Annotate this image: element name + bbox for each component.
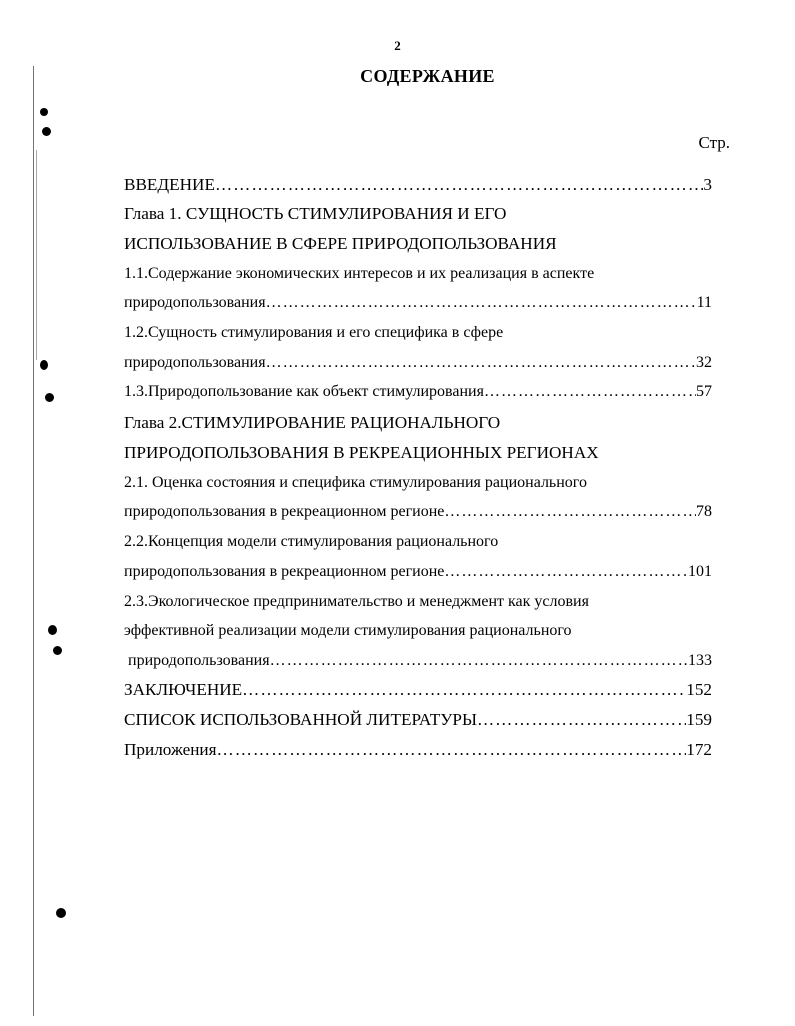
- toc-leader-dots: [270, 648, 688, 674]
- toc-entry-text: природопользования: [124, 294, 266, 311]
- toc-entry-text: 1.3.Природопользование как объект стимулирования: [124, 383, 484, 400]
- toc-entry-page: 3: [703, 175, 712, 194]
- toc-entry: [124, 379, 712, 405]
- toc-leader-dots: [266, 350, 696, 376]
- scan-mark: [48, 625, 57, 635]
- toc-section-title: 2.2.Концепция модели стимулирования рационального: [124, 533, 499, 550]
- toc-leader-dots: [215, 172, 703, 198]
- toc-entry-text: Приложения: [124, 740, 217, 759]
- toc-chapter-heading: ИСПОЛЬЗОВАНИЕ В СФЕРЕ ПРИРОДОПОЛЬЗОВАНИЯ: [124, 234, 557, 253]
- toc-section-title: 1.2.Сущность стимулирования и его специфика в сфере: [124, 324, 504, 341]
- toc-entry-page: 32: [696, 354, 712, 371]
- toc-entry-page: 172: [686, 740, 712, 759]
- toc-entry: [124, 350, 712, 376]
- toc-entry: [124, 172, 712, 198]
- toc-entry-page: 152: [686, 680, 712, 699]
- scan-mark: [45, 393, 54, 402]
- toc-chapter-heading: Глава 2.СТИМУЛИРОВАНИЕ РАЦИОНАЛЬНОГО: [124, 413, 501, 432]
- toc-entry-page: 159: [686, 710, 712, 729]
- toc-leader-dots: [444, 499, 696, 525]
- page-number: 2: [394, 38, 401, 53]
- scan-edge-line: [36, 150, 37, 360]
- toc-entry-text: СПИСОК ИСПОЛЬЗОВАННОЙ ЛИТЕРАТУРЫ: [124, 710, 477, 729]
- scan-mark: [42, 127, 51, 136]
- toc-leader-dots: [217, 737, 687, 763]
- scan-mark: [56, 908, 66, 918]
- scan-edge-line: [33, 66, 34, 1016]
- toc-entry: [124, 499, 712, 525]
- scan-mark: [53, 646, 62, 655]
- toc-leader-dots: [477, 707, 686, 733]
- toc-leader-dots: [444, 559, 688, 585]
- toc-entry-text: природопользования в рекреационном регионе: [124, 563, 445, 580]
- toc-entry: [124, 707, 712, 733]
- scan-mark: [40, 360, 48, 370]
- toc-chapter-heading: Глава 1. СУЩНОСТЬ СТИМУЛИРОВАНИЯ И ЕГО: [124, 204, 507, 223]
- toc-entry: [124, 677, 712, 703]
- toc-leader-dots: [484, 379, 696, 405]
- toc-entry-page: 101: [688, 563, 712, 580]
- toc-entry-text: ВВЕДЕНИЕ: [124, 175, 215, 194]
- toc-entry-page: 11: [696, 294, 712, 311]
- toc-section-title: 2.1. Оценка состояния и специфика стимулирования рационального: [124, 474, 587, 491]
- toc-entry: [124, 648, 712, 674]
- toc-entry-text: ЗАКЛЮЧЕНИЕ: [124, 680, 243, 699]
- scan-mark: [40, 108, 48, 116]
- toc-section-title: эффективной реализации модели стимулирования рационального: [124, 622, 572, 639]
- page-column-label: Стр.: [698, 133, 730, 152]
- toc-entry-text: природопользования: [124, 354, 266, 371]
- toc-section-title: 2.3.Экологическое предпринимательство и менеджмент как условия: [124, 593, 589, 610]
- toc-entry: [124, 737, 712, 763]
- toc-leader-dots: [242, 677, 686, 703]
- toc-entry-page: 133: [688, 652, 712, 669]
- toc-chapter-heading: ПРИРОДОПОЛЬЗОВАНИЯ В РЕКРЕАЦИОННЫХ РЕГИОНАХ: [124, 443, 599, 462]
- toc-section-title: 1.1.Содержание экономических интересов и их реализация в аспекте: [124, 265, 595, 282]
- toc-entry-page: 57: [696, 383, 712, 400]
- toc-entry-text: природопользования в рекреационном регионе: [124, 503, 445, 520]
- toc-entry: [124, 290, 712, 316]
- toc-entry-text: природопользования: [128, 652, 270, 669]
- toc-leader-dots: [266, 290, 697, 316]
- toc-entry-page: 78: [696, 503, 712, 520]
- toc-entry: [124, 559, 712, 585]
- page-title: СОДЕРЖАНИЕ: [360, 66, 495, 86]
